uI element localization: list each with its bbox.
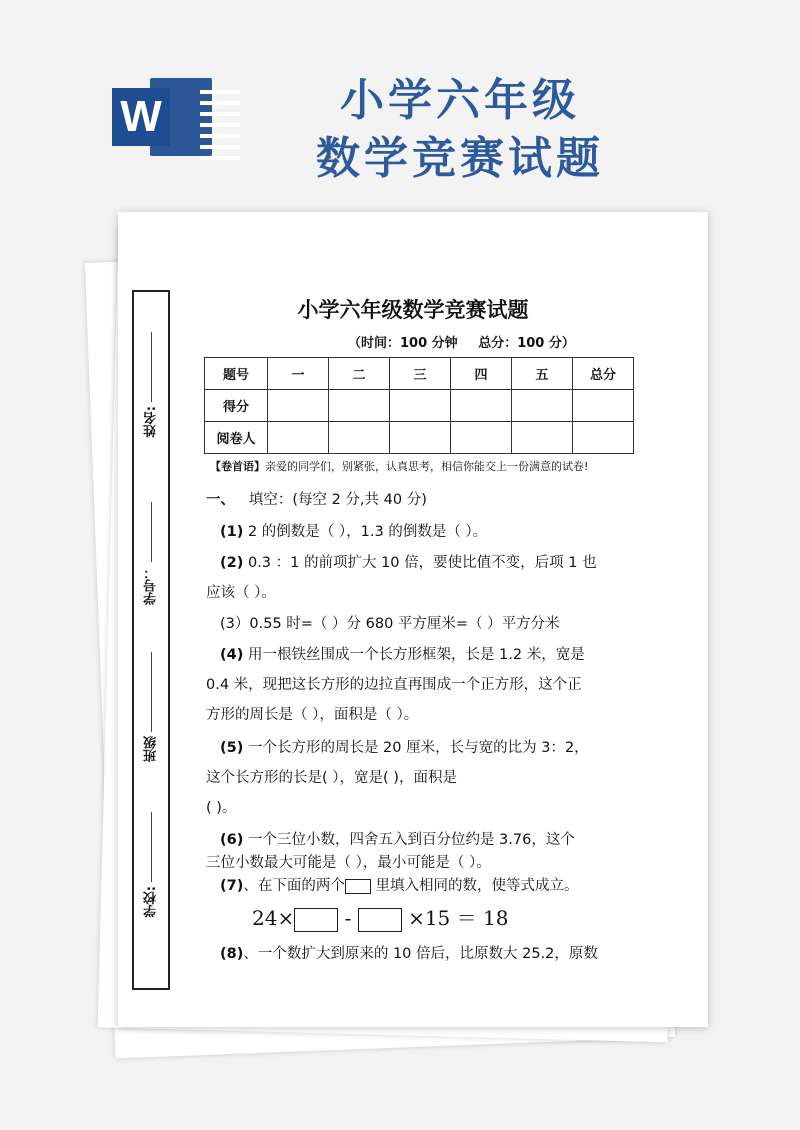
question-2-cont: 应该（ ）。 [206, 585, 276, 601]
table-row-label: 阅卷人 [205, 422, 268, 454]
table-row [205, 422, 634, 454]
table-cell [573, 422, 634, 454]
question-4: (4) 用一根铁丝围成一个长方形框架，长是 1.2 米，宽是 [220, 647, 585, 663]
table-cell [451, 422, 512, 454]
table-cell [268, 422, 329, 454]
banner-title-line2: 数学竞赛试题 [316, 133, 604, 184]
table-cell [512, 390, 573, 422]
table-cell [573, 390, 634, 422]
preface [210, 458, 588, 474]
exam-total-score: 总分：100 分） [478, 336, 575, 351]
paper-title: 小学六年级数学竞赛试题 [297, 298, 529, 322]
table-header-cell: 总分 [573, 358, 634, 390]
banner-title [300, 72, 620, 188]
question-6: (6) 一个三位小数，四舍五入到百分位约是 3.76，这个 [220, 832, 575, 848]
table-cell [329, 422, 390, 454]
table-cell [390, 390, 451, 422]
table-header-cell: 二 [329, 358, 390, 390]
question-3: (3）0.55 时=（ ）分 680 平方厘米=（ ）平方分米 [220, 616, 560, 632]
table-header-cell: 四 [451, 358, 512, 390]
score-table-header-row [205, 358, 634, 390]
table-header-cell: 三 [390, 358, 451, 390]
table-header-cell: 五 [512, 358, 573, 390]
table-header-cell: 题号 [205, 358, 268, 390]
table-cell [512, 422, 573, 454]
table-cell [390, 422, 451, 454]
table-cell [329, 390, 390, 422]
question-4-cont: 0.4 米，现把这长方形的边拉直再围成一个正方形，这个正 [206, 677, 582, 693]
exam-paper [118, 212, 708, 1027]
equation: 24× - ×15 ＝ 18 [252, 906, 509, 930]
binding-column [132, 290, 170, 990]
question-2: (2) 0.3 ：1 的前项扩大 10 倍，要使比值不变，后项 1 也 [220, 555, 597, 571]
question-5: (5) 一个长方形的周长是 20 厘米，长与宽的比为 3：2， [220, 740, 589, 756]
binding-field-class: 班级 [134, 652, 168, 762]
table-cell [451, 390, 512, 422]
table-header-cell: 一 [268, 358, 329, 390]
section-title: 填空：(每空 2 分,共 40 分) [248, 492, 427, 508]
word-letter-tile: W [112, 88, 170, 146]
question-6-cont: 三位小数最大可能是（ ），最小可能是（ ）。 [206, 855, 491, 871]
table-row-label: 得分 [205, 390, 268, 422]
question-5-cont: ( )。 [206, 800, 237, 816]
section-number: 一、 [206, 492, 235, 508]
table-row [205, 390, 634, 422]
table-cell [268, 390, 329, 422]
answer-box[interactable] [294, 908, 338, 932]
score-table [204, 357, 634, 454]
paper-meta [348, 332, 591, 351]
answer-box-small [345, 879, 371, 894]
answer-box[interactable] [358, 908, 402, 932]
preface-text: 亲爱的同学们，别紧张，认真思考，相信你能交上一份满意的试卷! [265, 460, 589, 473]
question-7: (7)、在下面的两个 里填入相同的数，使等式成立。 [220, 878, 579, 894]
preface-label: 【卷首语】 [210, 460, 265, 473]
exam-time: （时间：100 分钟 [348, 336, 458, 351]
question-1: (1) 2 的倒数是（ ），1.3 的倒数是（ ）。 [220, 524, 488, 540]
section-heading [206, 488, 427, 509]
question-5-cont: 这个长方形的长是( ），宽是( )，面积是 [206, 770, 457, 786]
binding-field-school: 学校: [134, 812, 168, 917]
question-8: (8)、一个数扩大到原来的 10 倍后，比原数大 25.2，原数 [220, 946, 598, 962]
binding-field-student-id: 学号： [134, 502, 168, 605]
banner-title-line1: 小学六年级 [340, 75, 580, 126]
binding-field-name: 姓名: [134, 332, 168, 437]
question-4-cont: 方形的周长是（ ），面积是（ ）。 [206, 707, 419, 723]
word-document-icon [112, 78, 212, 156]
